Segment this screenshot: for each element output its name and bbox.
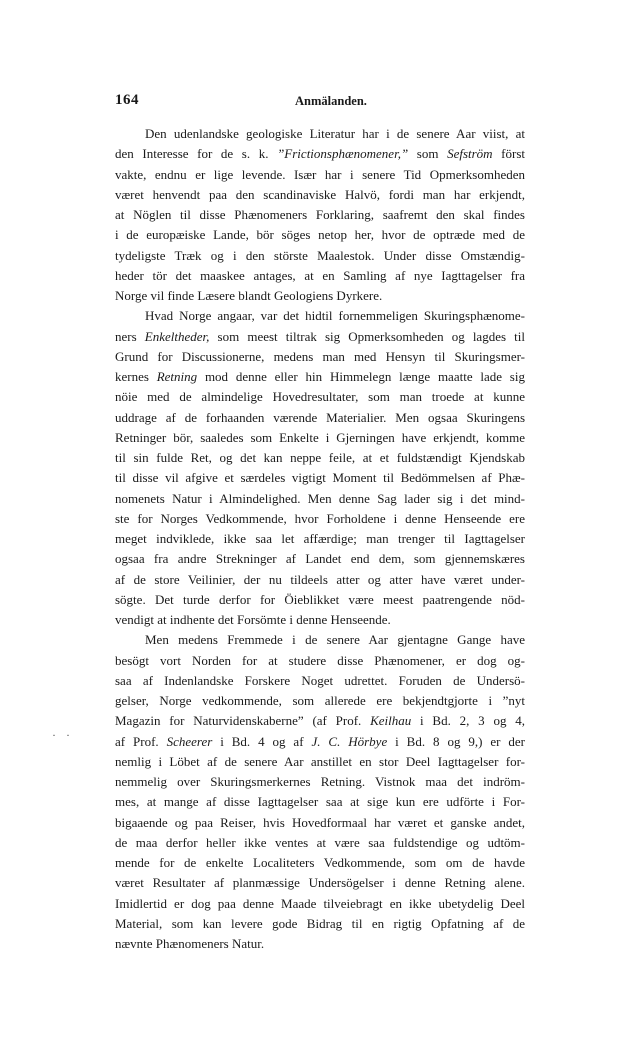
text-run: af de store Veilinier, der nu tildeels atter og atter have været under- — [115, 571, 525, 587]
text-line — [115, 853, 525, 873]
page-number: 164 — [115, 92, 139, 108]
paragraph — [115, 124, 525, 306]
text-line — [115, 732, 525, 752]
italic-run: Retning — [156, 369, 198, 384]
text-line — [115, 772, 525, 792]
text-run: at Nöglen til disse Phænomeners Forklaring, saafremt den skal findes — [115, 207, 525, 222]
text-run: nemlig i Löbet af de senere Aar anstillet en stor Deel Iagttagelser for- — [115, 753, 525, 769]
text-run: nemmelig over Skuringsmerkernes Retning. Vistnok maa det indröm- — [115, 774, 525, 789]
margin-dot: · — [52, 728, 56, 742]
text-line — [115, 286, 525, 306]
text-run: som — [408, 146, 448, 162]
text-run: gelser, Norge vedkommende, som allerede ere bekjendtgjorte i ”nyt — [115, 693, 525, 708]
italic-run: Enkeltheder, — [144, 328, 210, 344]
text-run: meget indviklede, ikke saa let affærdige; man trenger til Iagttagelser — [115, 531, 525, 546]
text-line — [115, 590, 525, 610]
text-run: Magazin for Naturvidenskaberne” (af Prof. — [115, 713, 371, 729]
text-line — [115, 306, 525, 326]
text-line — [115, 833, 525, 853]
text-line — [115, 549, 525, 569]
page-header — [115, 92, 527, 112]
text-line — [115, 873, 525, 893]
text-run: tydeligste Træk og i den störste Maalestok. Under disse Omstændig- — [115, 247, 525, 263]
text-line — [115, 894, 525, 914]
text-line — [115, 651, 525, 671]
text-line — [115, 387, 525, 407]
text-run: været henvendt paa den scandinaviske Halvö, fordi man har erkjendt, — [115, 186, 525, 202]
text-line — [115, 367, 525, 387]
text-line — [115, 691, 525, 711]
text-line — [115, 671, 525, 691]
text-run: Men medens Fremmede i de senere Aar gjentagne Gange have — [145, 632, 525, 648]
text-line — [115, 630, 525, 650]
text-line — [115, 266, 525, 286]
text-line — [115, 124, 525, 144]
text-run: den Interesse for de s. k. — [115, 146, 278, 162]
text-run: Material, som kan levere gode Bidrag til en rigtig Opfatning af de — [115, 915, 525, 931]
text-run: först — [492, 146, 525, 162]
text-run: af Prof. — [115, 733, 167, 749]
text-run: til sin fulde Ret, og det kan neppe feile, at et fuldstændigt Kjendskab — [115, 450, 525, 465]
text-line — [115, 792, 525, 812]
text-run: Norge vil finde Læsere blandt Geologiens Dyrkere. — [115, 288, 383, 303]
text-run: ste for Norges Vedkommende, hvor Forholdene i denne Henseende ere — [115, 510, 525, 526]
text-line — [115, 752, 525, 772]
text-run: i Bd. 2, 3 og 4, — [411, 713, 525, 729]
text-line — [115, 711, 525, 731]
text-run: Den udenlandske geologiske Literatur har i de senere Aar viist, at — [145, 126, 525, 141]
text-run: sögte. Det turde derfor for Öieblikket være meest paatrengende nöd- — [115, 591, 525, 607]
margin-dot: · — [66, 728, 70, 742]
text-run: været Resultater af planmæssige Undersögelser i denne Retning alene. — [115, 875, 525, 891]
text-run: besögt vort Norden for at studere disse Phænomener, er dog og- — [115, 652, 525, 668]
text-line — [115, 448, 525, 468]
text-line — [115, 570, 525, 590]
text-run: heder tör det maaskee antages, at en Samling af nye Iagttagelser fra — [115, 267, 525, 283]
running-head: Anmälanden. — [295, 94, 367, 108]
text-line — [115, 327, 525, 347]
text-run: til disse vil afgive et særdeles vigtigt Moment til Bedömmelsen af Phæ- — [115, 470, 525, 486]
text-run: som meest tiltrak sig Opmerksomheden og lagdes til — [209, 328, 525, 344]
text-line — [115, 489, 525, 509]
text-line — [115, 934, 525, 954]
text-run: Grund for Discussionerne, medens man med Hensyn til Skuringsmer- — [115, 348, 525, 364]
text-line — [115, 185, 525, 205]
text-line — [115, 914, 525, 934]
text-line — [115, 428, 525, 448]
text-run: Hvad Norge angaar, var det hidtil fornemmeligen Skuringsphænome- — [145, 308, 525, 324]
text-run: i Bd. 8 og 9,) er der — [387, 733, 525, 749]
text-run: mod denne eller hin Himmelegn længe maatte lade sig — [197, 369, 525, 384]
text-run: vakte, endnu er lige levende. Især har i senere Tid Opmerksomheden — [115, 166, 525, 182]
text-run: nöie med de almindelige Hovedresultater, som man troede at kunne — [115, 389, 525, 405]
italic-run: ”Frictionsphænomener,” — [277, 146, 409, 162]
text-line — [115, 225, 525, 245]
text-line — [115, 610, 525, 630]
text-run: mende for de enkelte Localiteters Vedkommende, som om de havde — [115, 855, 525, 870]
text-run: uddrage af de forhaanden værende Materialier. Men ogsaa Skuringens — [115, 409, 525, 425]
italic-run: J. C. Hörbye — [311, 733, 388, 749]
paragraph — [115, 630, 525, 954]
text-line — [115, 468, 525, 488]
text-line — [115, 347, 525, 367]
text-run: nævnte Phænomeners Natur. — [115, 936, 265, 951]
paragraph — [115, 306, 525, 630]
text-run: bigaaende og paa Reiser, hvis Hovedformaal har været et ganske andet, — [115, 814, 525, 830]
text-run: de maa derfor heller ikke ventes at være saa fuldstendige og udtöm- — [115, 834, 525, 850]
text-line — [115, 205, 525, 225]
text-run: vendigt at indhente det Forsömte i denne Henseende. — [115, 612, 391, 627]
italic-run: Sefström — [447, 146, 493, 162]
text-run: Retninger bör, saaledes som Enkelte i Gjerningen have erkjendt, komme — [115, 429, 525, 445]
text-run: i de europæiske Lande, bör söges netop her, hvor de optræde med de — [115, 227, 525, 243]
text-line — [115, 246, 525, 266]
text-run: saa af Indenlandske Forskere Noget udrettet. Foruden de Undersö- — [115, 672, 525, 688]
text-line — [115, 813, 525, 833]
text-line — [115, 144, 525, 164]
text-line — [115, 529, 525, 549]
italic-run: Keilhau — [370, 713, 412, 729]
text-run: nomenets Natur i Almindelighed. Men denne Sag lader sig i det mind- — [115, 490, 525, 506]
text-run: kernes — [115, 369, 157, 384]
text-run: i Bd. 4 og af — [212, 733, 312, 749]
text-run: ners — [115, 328, 145, 344]
italic-run: Scheerer — [166, 733, 213, 749]
text-line — [115, 509, 525, 529]
text-line — [115, 408, 525, 428]
text-run: ogsaa fra andre Strekninger af Landet end dem, som gjennemskæres — [115, 551, 525, 567]
text-run: Imidlertid er dog paa denne Maade tilveiebragt en ikke ubetydelig Deel — [115, 895, 525, 911]
text-line — [115, 165, 525, 185]
body-text — [115, 124, 525, 954]
text-run: mes, at mange af disse Iagttagelser saa at sige kun ere udförte i For- — [115, 794, 525, 810]
